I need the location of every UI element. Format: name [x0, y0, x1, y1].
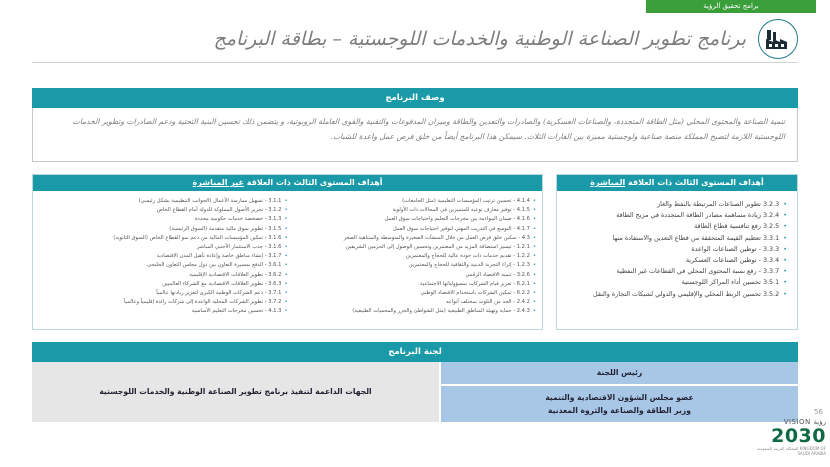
list-item: • 3.3.4 - توطين الصناعات العسكرية — [563, 255, 787, 266]
list-item: • 4.1.4 - تحسين ترتيب المؤسسات التعليمية (مثل الجامعات) — [288, 197, 537, 206]
direct-goals-heading: أهداف المستوى الثالث ذات العلاقة المباشرة — [557, 175, 797, 191]
list-item: • 3.1.2 - تحرير الأصول المملوكة للدولة أمام القطاع الخاص — [39, 206, 288, 215]
list-item: • 3.6.3 - تطوير العلاقات الاقتصادية مع الشركاء العالميين — [39, 280, 288, 289]
factory-icon — [758, 19, 798, 59]
list-item: • 3.1.6 - تمكين المؤسسات المالية من دعم نمو القطاع الخاص (السوق الثانوية) — [39, 234, 288, 243]
list-item: • 3.2.4 زيادة مساهمة مصادر الطاقة المتجددة في مزيج الطاقة — [563, 210, 787, 221]
vrp-tag: برامج تحقيق الرؤية — [646, 0, 816, 13]
direct-goals-panel — [556, 174, 798, 330]
vision-year: 2030 — [771, 425, 826, 447]
committee-chair-label: رئيس اللجنة — [441, 362, 798, 384]
list-item: • 3.3.1 تعظيم القيمة المتحققة من قطاع التعدين والاستفادة منها — [563, 233, 787, 244]
list-item: • 3.2.5 رفع تنافسية قطاع الطاقة — [563, 221, 787, 232]
list-item: • 4.1.7 - التوسع في التدريب المهني لتوفير احتياجات سوق العمل — [288, 225, 537, 234]
list-item: • 4.1.6 - ضمان المواءمة بين مخرجات التعليم واحتياجات سوق العمل — [288, 215, 537, 224]
list-item: • 3.5.2 تحسين الربط المحلي والإقليمي والدولي لشبكات التجارة والنقل — [563, 289, 787, 300]
list-item: • 3.7.1 - دعم الشركات الوطنية الكبرى لتعزيز ريادتها عالمياً — [39, 289, 288, 298]
list-item: • 3.3.3 - توطين الصناعات الواعدة — [563, 244, 787, 255]
list-item: • 2.4.2 - الحد من التلوث بمختلف أنواعه — [288, 298, 537, 307]
list-item: • 6.2.2 - تمكين الشركات باستخدام الاقتصاد الوطني — [288, 289, 537, 298]
list-item: • 3.2.6 - تنمية الاقتصاد الرقمي — [288, 271, 537, 280]
indirect-goals-col-left — [288, 197, 537, 317]
list-item: • 3.1.3 - خصخصة خدمات حكومية محددة — [39, 215, 288, 224]
list-item: • 3.3.7 - رفع نسبة المحتوى المحلي في القطاعات غير النفطية — [563, 266, 787, 277]
title-divider — [32, 62, 798, 63]
list-item: • 4.1.5 - توفير معارف نوعية للمتميزين في المجالات ذات الأولوية — [288, 206, 537, 215]
list-item: • 3.1.5 - تطوير سوق مالية متقدمة (السوق الرئيسية) — [39, 225, 288, 234]
description-text: تنمية الصناعة والمحتوى المحلي (مثل الطاقة المتجددة، والصناعات العسكرية) والصادرات والتعدين والطاقة وميزان المدفوعات والتقنية والقوى العاملة الروبوتية، و يتضمن ذلك تحسين البنية التحتية ودعم الصادرات وتطوير الخدمات اللوجستية اللازمة لتصبح المملكة منصة صناعية ولوجستية مميزة بين القارات الثلاث. سيمكن هذا البرنامج أيضاً من خلق فرص عمل واعدة للشباب. — [32, 108, 798, 162]
vision-subtitle: المملكة العربية السعودية KINGDOM OF SAUDI ARABIA — [757, 446, 826, 456]
list-item: • 3.6.1 - الدفع بمسيرة التعاون بين دول مجلس التعاون الخليجي — [39, 261, 288, 270]
vision-2030-logo — [748, 418, 826, 462]
list-item: • 3.1.1 - تسهيل ممارسة الأعمال (الجوانب التنظيمية بشكل رئيسي) — [39, 197, 288, 206]
direct-goals-list — [557, 191, 797, 300]
committee-chair-members — [441, 386, 798, 422]
indirect-goals-heading: أهداف المستوى الثالث ذات العلاقة غير المباشرة — [33, 175, 542, 191]
list-item: • 2.4.3 - حماية وتهيئة المناطق الطبيعية (مثل الشواطئ والجزر والمحميات الطبيعية) — [288, 307, 537, 316]
list-item: • 6.2.1 - تعزيز قيام الشركات بمسؤولياتها الاجتماعية — [288, 280, 537, 289]
list-item: • 4.1.3 - تحسين مخرجات التعليم الأساسية — [39, 307, 288, 316]
vision-word: VISION رؤية — [783, 418, 826, 426]
committee-member-line2: وزير الطاقة والصناعة والثروة المعدنية — [548, 406, 691, 415]
page-title: برنامج تطوير الصناعة الوطنية والخدمات اللوجستية – بطاقة البرنامج — [213, 28, 746, 50]
list-item: • 1.2.1 - تيسير استضافة المزيد من المعتمرين وتحسين الوصول إلى الحرمين الشريفين — [288, 243, 537, 252]
committee-member-line1: عضو مجلس الشؤون الاقتصادية والتنمية — [545, 393, 694, 402]
list-item: • 3.6.2 - تطوير العلاقات الاقتصادية الإقليمية — [39, 271, 288, 280]
list-item: • 3.7.2 - تطوير الشركات المحلية الواعدة إلى شركات رائدة إقليمياً وعالمياً — [39, 298, 288, 307]
list-item: • 1.2.3 - إثراء التجربة الدينية والثقافية للحجاج والمعتمرين — [288, 261, 537, 270]
list-item: • 3.2.3 تطوير الصناعات المرتبطة بالنفط والغاز — [563, 199, 787, 210]
list-item: • 3.1.6 - جذب الاستثمار الأجنبي المباشر — [39, 243, 288, 252]
description-heading: وصف البرنامج — [32, 88, 798, 108]
indirect-goals-col-right — [39, 197, 288, 317]
title-row — [150, 16, 798, 62]
committee-heading: لجنة البرنامج — [32, 342, 798, 362]
list-item: • 4.3 - تمكين خلق فرص العمل من خلال المنشآت الصغيرة والمتوسطة والمتناهية الصغر — [288, 234, 537, 243]
indirect-goals-panel — [32, 174, 543, 330]
list-item: • 3.5.1 تحسين أداء المراكز اللوجستية — [563, 277, 787, 288]
list-item: • 3.1.7 - إنشاء مناطق خاصة وإعادة تأهيل المدن الاقتصادية — [39, 252, 288, 261]
page-number: 56 — [814, 408, 823, 416]
list-item: • 1.2.2 - تقديم خدمات ذات جودة عالية للحجاج والمعتمرين — [288, 252, 537, 261]
supporting-entities: الجهات الداعمة لتنفيذ برنامج تطوير الصناعة الوطنية والخدمات اللوجستية — [32, 362, 439, 422]
